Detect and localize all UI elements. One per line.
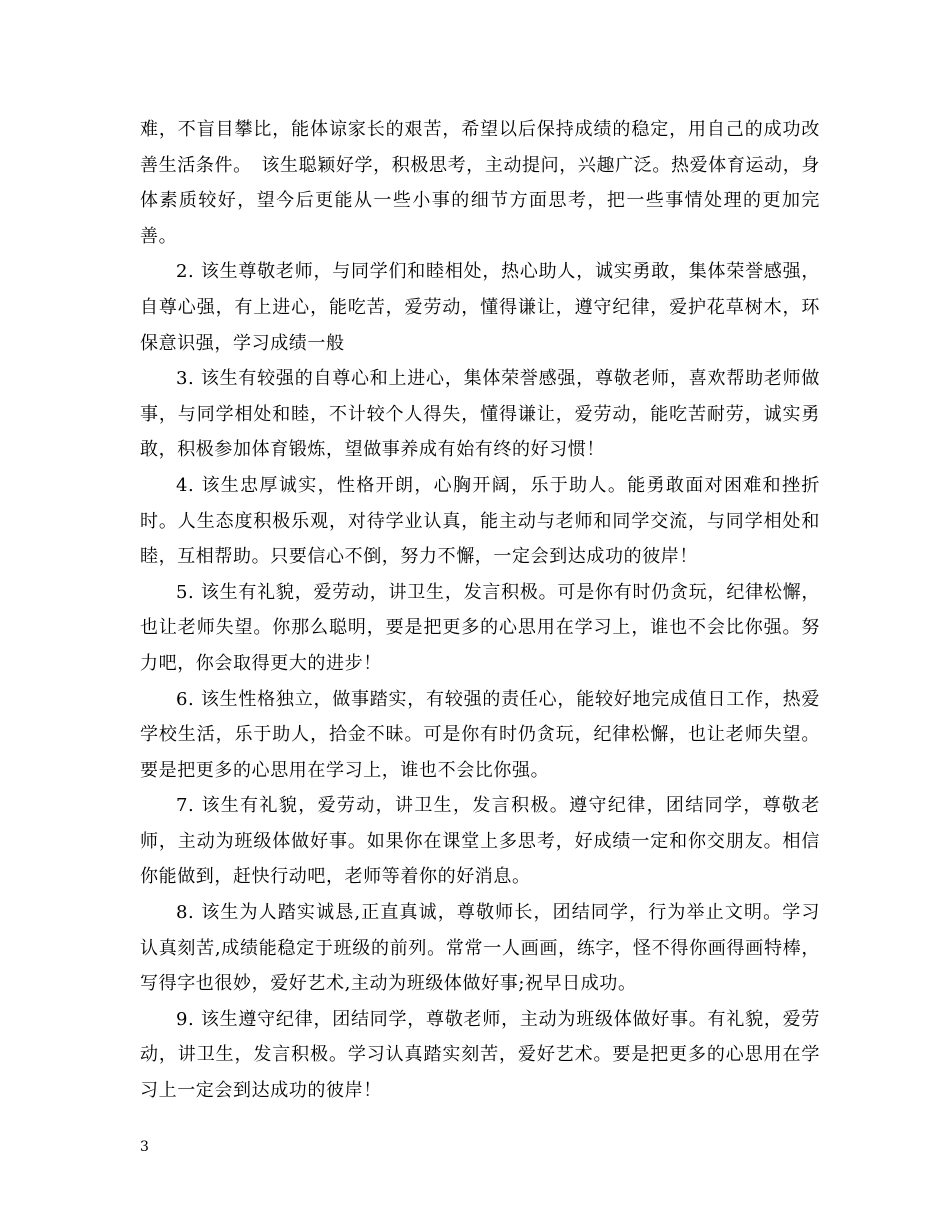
paragraph-item-2: 2. 该生尊敬老师，与同学们和睦相处，热心助人，诚实勇敢，集体荣誉感强，自尊心强，有上进心，能吃苦，爱劳动，懂得谦让，遵守纪律，爱护花草树木，环保意识强，学习成绩一般 xyxy=(140,261,820,354)
paragraph-item-7: 7. 该生有礼貌，爱劳动，讲卫生，发言积极。遵守纪律，团结同学，尊敬老师，主动为班级体做好事。如果你在课堂上多思考，好成绩一定和你交朋友。相信你能做到，赶快行动吧，老师等着你的好消息。 xyxy=(140,795,820,888)
page-number: 3 xyxy=(140,1139,149,1155)
paragraph-continuation: 难，不盲目攀比，能体谅家长的艰苦，希望以后保持成绩的稳定，用自己的成功改善生活条件。 该生聪颖好学，积极思考，主动提问，兴趣广泛。热爱体育运动，身体素质较好，望今后更能从一些小事的细节方面思考，把一些事情处理的更加完善。 xyxy=(140,119,820,247)
paragraph-item-6: 6. 该生性格独立，做事踏实，有较强的责任心，能较好地完成值日工作，热爱学校生活，乐于助人，拾金不昧。可是你有时仍贪玩，纪律松懈，也让老师失望。要是把更多的心思用在学习上，谁也不会比你强。 xyxy=(140,688,820,781)
paragraph-item-8: 8. 该生为人踏实诚恳,正直真诚，尊敬师长，团结同学，行为举止文明。学习认真刻苦,成绩能稳定于班级的前列。常常一人画画，练字，怪不得你画得画特棒，写得字也很妙，爱好艺术,主动为班级体做好事;祝早日成功。 xyxy=(140,902,820,995)
paragraph-item-9: 9. 该生遵守纪律，团结同学，尊敬老师，主动为班级体做好事。有礼貌，爱劳动，讲卫生，发言积极。学习认真踏实刻苦，爱好艺术。要是把更多的心思用在学习上一定会到达成功的彼岸！ xyxy=(140,1008,820,1102)
document-body xyxy=(140,112,820,1109)
paragraph-item-5: 5. 该生有礼貌，爱劳动，讲卫生，发言积极。可是你有时仍贪玩，纪律松懈，也让老师失望。你那么聪明，要是把更多的心思用在学习上，谁也不会比你强。努力吧，你会取得更大的进步！ xyxy=(140,581,820,674)
paragraph-item-3: 3. 该生有较强的自尊心和上进心，集体荣誉感强，尊敬老师，喜欢帮助老师做事，与同学相处和睦，不计较个人得失，懂得谦让，爱劳动，能吃苦耐劳，诚实勇敢，积极参加体育锻炼，望做事养成有始有终的好习惯！ xyxy=(140,368,820,461)
paragraph-item-4: 4. 该生忠厚诚实，性格开朗，心胸开阔，乐于助人。能勇敢面对困难和挫折时。人生态度积极乐观，对待学业认真，能主动与老师和同学交流，与同学相处和睦，互相帮助。只要信心不倒，努力不懈，一定会到达成功的彼岸！ xyxy=(140,474,820,568)
